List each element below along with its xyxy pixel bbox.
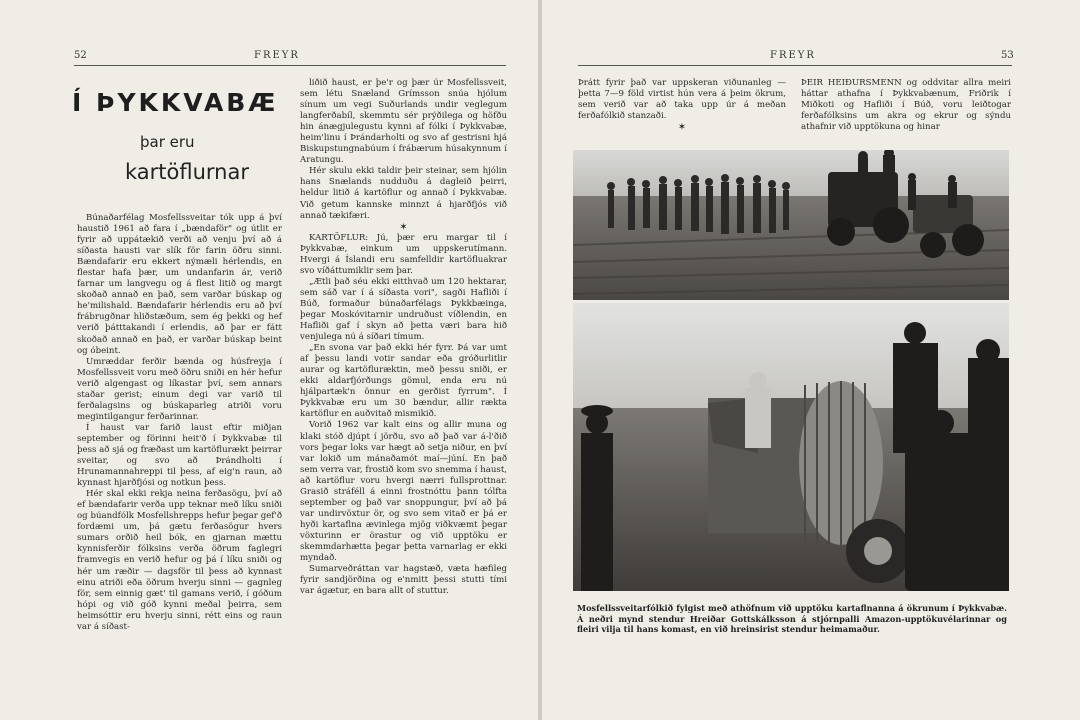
harvester-image: [573, 303, 1009, 591]
page-number: 52: [74, 50, 87, 61]
page-number: 53: [1001, 50, 1014, 61]
paragraph: Búnaðarfélag Mosfellssveitar tók upp á því haustið 1961 að fara í „bændaför" og útlit er fyrir að uppátækið verði að venju því að á síðasta hausti var slík för farin öðru sinni. Bændafarir eru ekkert nýmæli hérlendis, en flestar hafa þær, um undanfarin ár, verið farnar um langvegu og á flest litið og margt skoðað annað en það, sem varðar búskap og he'milishald. Bændafarir hérlendis eru að því frábrugðnar hliðstæðum, sem ég þekki og hef verið þátttakandi í erlendis, að þar er fátt skoðað annað en það, er varðar búskap beint og óbeint.: [77, 213, 282, 356]
paragraph: „Ætli það séu ekki eitthvað um 120 hektarar, sem sáð var í á síðasta vori", sagði Hafliði í Búð, formaður búnaðarfélags Þykkbæinga, þegar Moskóvitarnir undruðust víðlendin, en Hafliði gaf í skyn að þetta væri bara hið venjulega nú á síðari tímum.: [300, 276, 507, 343]
left-column-1: [77, 213, 282, 633]
paragraph: KARTÖFLUR: Jú, þær eru margar til í Þykkvabæ, einkum um uppskerutímann. Hvergi á Íslandi eru samfelldir kartöfluakrar svo víðáttumiklir sem þar.: [300, 232, 507, 276]
left-column-2: [300, 78, 507, 597]
article-subtitle-2: kartöflurnar: [125, 160, 249, 184]
paragraph: „En svona var það ekki hér fyrr. Þá var umt af þessu landi votir sandar eða gróðurlitlir aurar og kartöfluræktin, með þessu sniði, er ekki aldarfjórðungs gömul, enda eru nú hjálpartæk'n önnur en gerðist fyrrum". Í Þykkvabæ eru um 30 bændur, allir rækta kartöflur en auðvitað mismikið.: [300, 343, 507, 420]
paragraph: Sumarveðráttan var hagstæð, væta hæfileg fyrir sandjörðina og e'nmitt þessi stutti tími var ágætur, en bara allt of stuttur.: [300, 564, 507, 597]
paragraph: Vorið 1962 var kalt eins og allir muna og klaki stóð djúpt í jörðu, svo að það var á-l'ðið vors þegar loks var hægt að setja niður, en því var lokið um mánaðamót maí—júní. En það sem verra var, frostið kom svo snemma í haust, að kartöflur voru hvergi nærri fullsprottnar. Grasið stráféll á einni frostnóttu þann tólfta september og það var snoppungur, því að þá var undirvöxtur ör, og svo sem vitað er þá er hyði kartaflna ævinlega mjög viðkvæmt þegar vöxturinn er örastur og við upptöku er skemmdarhætta þegar þetta varnarlag er ekki myndað.: [300, 420, 507, 564]
article-title: Í ÞYKKVABÆ: [72, 88, 279, 117]
harvester-photo: [573, 303, 1009, 591]
section-star: ✶: [677, 122, 687, 134]
paragraph: Í haust var farið laust eftir miðjan september og förinni heit'ð í Þykkvabæ til þess að sjá og fræðast um kartöflurækt þeirrar sveitar, og svo að Þrándholti í Hrunamannahreppi til þess, af eig'n raun, að kynnast hjarðfjósi og notkun þess.: [77, 422, 282, 489]
running-head: FREYR: [770, 50, 816, 61]
header-rule: [74, 65, 506, 66]
paragraph: Hér skulu ekki taldir þeir steinar, sem hjólin hans Snælands nudduðu á dagleið þeirri, heldur litið á kartöflur og annað í Þykkvabæ. Við getum kannske minnzt á hjarðfjós við annað tækifæri.: [300, 166, 507, 221]
paragraph: Hér skal ekki rekja neina ferðasögu, því að ef bændafarir verða upp teknar með líku sniði og búandfólk Mosfellshrepps hefur þegar gef'ð fordæmi um, þá gætu ferðasögur hvers sumars orðið heil bók, en gjarnan mættu kynnisferðir fólksins verða öðrum faglegri framvegis en verið hefur og þá í líku sniði og hér um ræðir — dagsför til þess að kynnast einu atriði eða öðrum hverju sinni — gagnleg för, sem einnig gæt' til gamans verið, í góðum hópi og við góð kynni meðal þeirra, sem heimsóttir eru hverju sinni, rétt eins og raun var á síðast-: [77, 489, 282, 632]
paragraph: ÞEIR HEIÐURSMENN og oddvitar allra meiri háttar athafna í Þykkvabænum, Friðrik í Miðkoti og Hafliði í Búð, voru leiðtogar ferðafólksins um akra og ekrur og sýndu athafnir við upptökuna og hinar: [801, 78, 1011, 133]
section-star: ✶: [399, 221, 408, 233]
right-column-1: [578, 78, 786, 133]
field-crowd-image: [573, 150, 1009, 300]
running-head: FREYR: [254, 50, 300, 61]
header-rule: [578, 65, 1012, 66]
paragraph: Umræddar ferðir bænda og húsfreyja í Mosfellssveit voru með öðru sniði en hér hefur verið algengast og líkastar því, sem annars staðar gerist; einum degi var varið til ferðalagsins og búskaparleg atriði voru megintilgangur ferðarinnar.: [77, 356, 282, 422]
paragraph: liðið haust, er þe'r og þær úr Mosfellssveit, sem létu Snæland Grímsson snúa hjólum sínum um vegi Suðurlands undir veglegum langferðabíl, skemmtu sér prýðilega og höfðu hin ánægjulegustu kynni af fólki í Þykkvabæ, heim'linu í Þrándarholti og svo af gestrisni hjá Biskupstungnabúum í frábærum húsakynnum í Aratungu.: [300, 78, 507, 166]
right-column-2: [801, 78, 1011, 133]
paragraph: Þrátt fyrir það var uppskeran viðunanleg — þetta 7—9 föld virtist hún vera á þeim ökrum, sem verið var að taka upp úr á meðan ferðafólkið stanzaði.: [578, 78, 786, 122]
article-subtitle-1: þar eru: [140, 133, 195, 151]
left-page: [0, 0, 538, 720]
photo-caption: Mosfellssveitarfólkið fylgist með athöfnum við upptöku kartaflnanna á ökrunum í Þykkvabæ. Á neðri mynd stendur Hreiðar Gottskálksson á stjórnpalli Amazon-upptökuvélarinnar og fleiri vilja til hans komast, en við hreinsirist stendur heimamaður.: [577, 603, 1007, 634]
field-crowd-photo: [573, 150, 1009, 300]
